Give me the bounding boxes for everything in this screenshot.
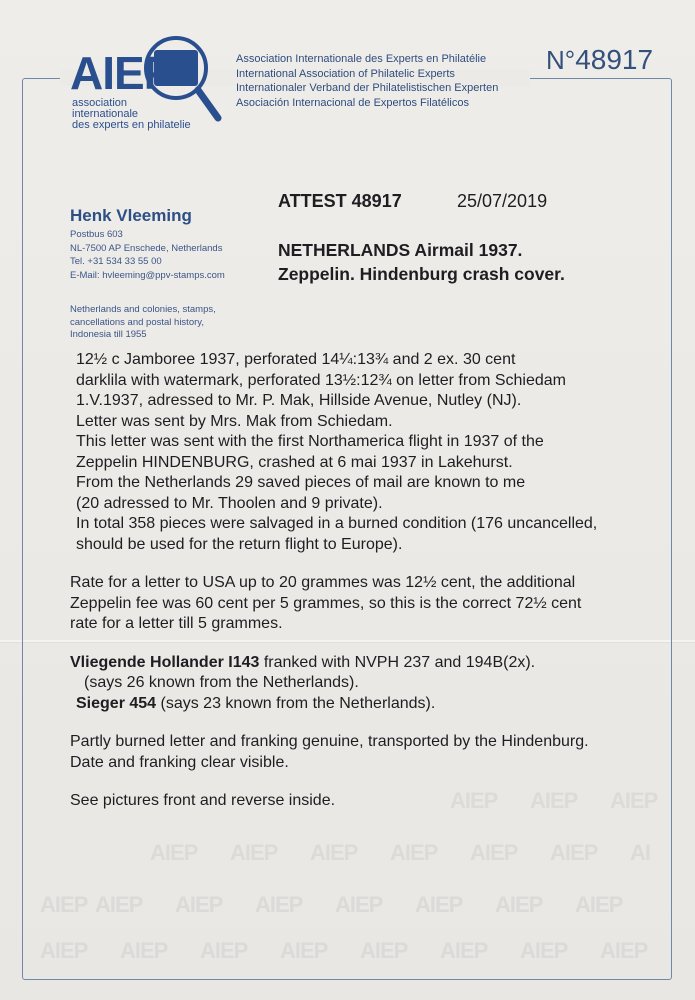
subject-line: NETHERLANDS Airmail 1937. <box>278 240 523 260</box>
watermark-aiep: AIEP <box>40 938 88 963</box>
subject-line: Zeppelin. Hindenburg crash cover. <box>278 264 565 284</box>
address-line: NL-7500 AP Enschede, Netherlands <box>70 242 223 254</box>
association-name-en: International Association of Philatelic Experts <box>236 67 455 80</box>
watermark-aiep: AIEP <box>530 788 578 813</box>
specialty-line: Indonesia till 1955 <box>70 329 147 340</box>
reference-text: franked with NVPH 237 and 194B(2x). <box>259 653 536 671</box>
watermark-aiep: AIEP <box>450 788 498 813</box>
logo-sub-line: des experts en philatelie <box>72 119 191 131</box>
address-line: Postbus 603 <box>70 229 123 240</box>
body-line: darklila with watermark, perforated 13½:12¾ on letter from Schiedam <box>76 371 567 389</box>
watermark-aiep: AIEP <box>175 892 223 917</box>
body-line: In total 358 pieces were salvaged in a burned condition (176 uncancelled, <box>76 515 598 532</box>
paragraph-conclusion <box>70 732 690 773</box>
watermark-aiep: AIEP <box>575 892 623 917</box>
reference-vliegende-hollander: Vliegende Hollander I143 <box>70 653 260 671</box>
reference-text: (says 23 known from the Netherlands). <box>156 694 436 712</box>
body-line: should be used for the return flight to Europe). <box>76 535 403 553</box>
association-names <box>236 52 498 110</box>
watermark-aiep: AIEP <box>40 892 88 917</box>
reference-sieger: Sieger 454 <box>76 694 157 712</box>
specialty-line: Netherlands and colonies, stamps, <box>70 304 216 315</box>
attest-subject <box>278 238 565 286</box>
logo-subtitle <box>72 98 191 131</box>
aiep-logo <box>66 28 226 131</box>
closing-note: See pictures front and reverse inside. <box>70 792 336 809</box>
address-line: Tel. +31 534 33 55 00 <box>70 256 162 267</box>
body-line: Date and franking clear visible. <box>70 753 289 771</box>
paragraph-references <box>70 653 690 715</box>
logo-sub-line: association <box>72 97 128 109</box>
address-line: E-Mail: hvleeming@ppv-stamps.com <box>70 269 225 281</box>
watermark-aiep: AIEP <box>200 938 248 963</box>
certificate-number-prefix: N° <box>546 45 576 75</box>
attest-body <box>70 350 690 812</box>
body-line: 1.V.1937, adressed to Mr. P. Mak, Hillside Avenue, Nutley (NJ). <box>76 392 522 409</box>
attest-label: ATTEST 48917 <box>278 191 402 211</box>
certificate-number-value: 48917 <box>575 44 654 75</box>
body-line: rate for a letter till 5 grammes. <box>70 615 283 632</box>
watermark-aiep: AIEP <box>610 788 658 813</box>
expert-address <box>70 228 225 282</box>
paragraph-description <box>70 350 690 555</box>
body-line: Zeppelin fee was 60 cent per 5 grammes, so this is the correct 72½ cent <box>70 594 582 612</box>
watermark-aiep: AIEP <box>280 938 328 963</box>
watermark-aiep: AIEP <box>95 892 143 917</box>
watermark-aiep: AIEP <box>495 892 543 917</box>
reference-note: (says 26 known from the Netherlands). <box>84 674 359 691</box>
watermark-aiep: AI <box>630 840 650 865</box>
body-line: Rate for a letter to USA up to 20 grammes was 12½ cent, the additional <box>70 574 576 591</box>
body-line: (20 adressed to Mr. Thoolen and 9 private). <box>76 494 383 512</box>
watermark-aiep: AIEP <box>415 892 463 917</box>
association-name-es: Asociación Internacional de Expertos Filatélicos <box>236 96 469 109</box>
logo-sub-line: internationale <box>72 108 139 120</box>
body-line: From the Netherlands 29 saved pieces of mail are known to me <box>76 474 526 491</box>
attest-date: 25/07/2019 <box>457 191 548 211</box>
association-name-de: Internationaler Verband der Philatelistischen Experten <box>236 82 499 94</box>
body-line: This letter was sent with the first Northamerica flight in 1937 of the <box>76 433 544 450</box>
watermark-aiep: AIEP <box>390 840 438 865</box>
expert-name: Henk Vleeming <box>70 206 192 225</box>
body-line: Letter was sent by Mrs. Mak from Schiedam. <box>76 412 393 430</box>
watermark-aiep: AIEP <box>255 892 303 917</box>
watermark-aiep: AIEP <box>550 840 598 865</box>
body-line: Zeppelin HINDENBURG, crashed at 6 mai 1937 in Lakehurst. <box>76 453 513 471</box>
watermark-aiep: AIEP <box>360 938 408 963</box>
watermark-aiep: AIEP <box>150 840 198 865</box>
watermark-aiep: AIEP <box>120 938 168 963</box>
association-name-fr: Association Internationale des Experts en Philatélie <box>236 53 487 65</box>
watermark-aiep: AIEP <box>440 938 488 963</box>
watermark-aiep: AIEP <box>310 840 358 865</box>
watermark-aiep: AIEP <box>520 938 568 963</box>
watermark-aiep: AIEP <box>600 938 648 963</box>
certificate-number <box>546 44 653 76</box>
watermark-aiep: AIEP <box>230 840 278 865</box>
watermark-aiep: AIEP <box>335 892 383 917</box>
expert-specialty <box>70 304 216 342</box>
body-line: 12½ c Jamboree 1937, perforated 14¼:13¾ and 2 ex. 30 cent <box>76 351 516 368</box>
paragraph-rate <box>70 573 690 635</box>
body-line: Partly burned letter and franking genuine, transported by the Hindenburg. <box>70 733 589 750</box>
logo-wordmark: AIEP <box>70 47 174 99</box>
watermark-aiep: AIEP <box>470 840 518 865</box>
specialty-line: cancellations and postal history, <box>70 316 204 328</box>
